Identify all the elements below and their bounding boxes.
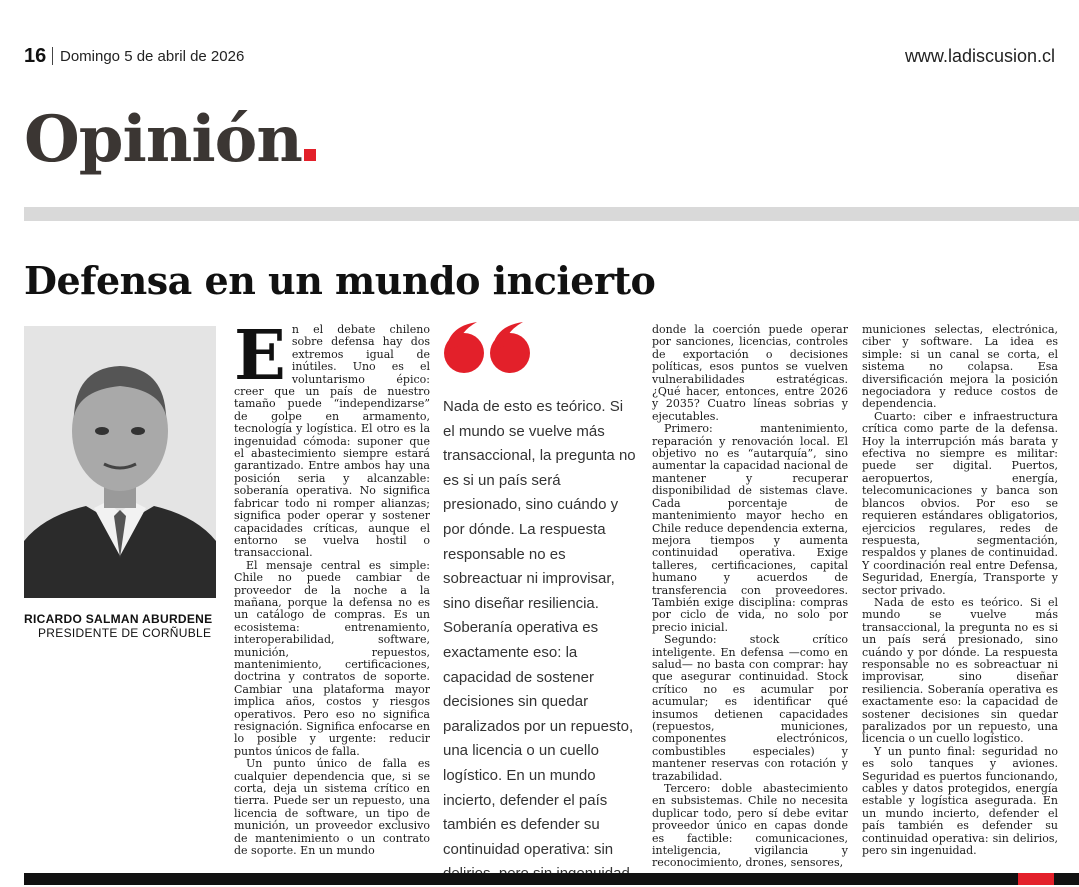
paragraph: Y un punto final: seguridad no es solo tanques y aviones. Seguridad es puertos funcionando, cables y datos protegidos, energía estable y logística asegurada. En un mundo incierto, defender el país también es defender su continuidad operativa: sin delirios, pero sin ingenuidad.: [862, 744, 1058, 858]
paragraph: municiones selectas, electrónica, ciber y software. La idea es simple: si un canal se corta, el sistema no colapsa. Esa diversificación mejora la posición negociadora y reduce costos de dependencia.: [862, 324, 1058, 411]
footer-accent: [1018, 873, 1054, 885]
red-dot-icon: [304, 149, 316, 161]
author-role: PRESIDENTE DE CORÑUBLE: [38, 626, 212, 640]
site-url: www.ladiscusion.cl: [904, 46, 1055, 66]
paragraph: Nada de esto es teórico. Si el mundo se vuelve más transaccional, la pregunta no es si un país será presionado, sino cuándo y por dónde. La respuesta responsable no es sobreactuar ni improvisar, sino diseñar resiliencia. Soberanía operativa es exactamente eso: la capacidad de sostener decisiones sin quedar paralizados por un repuesto, una licencia o un cuello logístico.: [862, 595, 1058, 746]
footer-bar: [24, 873, 1079, 885]
header-divider: [52, 47, 53, 65]
article-column-3: [652, 324, 848, 869]
section-title: [24, 102, 316, 177]
paragraph: El mensaje central es simple: Chile no puede cambiar de proveedor de la noche a la mañana, porque la defensa no es un catálogo de compras. Es un ecosistema: entrenamiento, interoperabilidad, software, munición, repuestos, mantenimiento, certificaciones, doctrina y contratos de soporte. Cambiar una plataforma mayor implica años, costos y riesgos operativos. Pero eso no significa resignación. Significa enfocarse en lo posible y urgente: reducir puntos únicos de falla.: [234, 558, 430, 758]
author-portrait-icon: [24, 326, 216, 598]
author-photo: [24, 326, 216, 598]
paragraph: Tercero: doble abastecimiento en subsistemas. Chile no necesita duplicar todo, pero sí debe evitar proveedor único en capas donde es factible: comunicaciones, inteligencia, vigilancia y reconocimiento, drones, sensores,: [652, 782, 848, 869]
article-column-4: [862, 324, 1058, 869]
pull-quote: Nada de esto es teórico. Si el mundo se vuelve más transaccional, la pregunta no es si un país será presionado, sino cuándo y por dónde. La respuesta responsable no es sobreactuar ni improvisar, sino diseñar resiliencia. Soberanía operativa es exactamente eso: la capacidad de sostener decisiones sin quedar paralizados por un repuesto, una licencia o un cuello logístico. En un mundo incierto, defender el país también es defender su continuidad operativa: sin: [443, 398, 636, 858]
author-name: RICARDO SALMAN ABURDENE: [24, 612, 213, 626]
publication-date: Domingo 5 de abril de 2026: [60, 48, 245, 65]
paragraph: Un punto único de falla es cualquier dependencia que, si se corta, deja un sistema crítico en tierra. Puede ser un repuesto, una licencia de software, un tipo de munición, un proveedor exclusivo de mantenimiento o un contrato de soporte. En un mundo: [234, 757, 430, 858]
paragraph: donde la coerción puede operar por sanciones, licencias, controles de exportación o decisiones políticas, esos puntos se vuelven vulnerabilidades estratégicas. ¿Qué hacer, entonces, entre 2026 y 2035? Cuatro líneas sobrias y ejecutables.: [652, 324, 848, 423]
paragraph: Primero: mantenimiento, reparación y renovación local. El objetivo no es “autarquía”, sino aumentar la capacidad nacional de mantener y recuperar disponibilidad de sistemas clave. Cada porcentaje de mantenimiento mayor hecho en Chile reduce dependencia externa, mejora tiempos y aumenta continuidad operativa. Exige talleres, certificaciones, capital humano y acuerdos de transferencia con proveedores. También exige disciplina: compras por ciclo de vida, no solo por precio inicial.: [652, 422, 848, 634]
article-column-1: [234, 324, 430, 869]
article-headline: Defensa en un mundo incierto: [24, 258, 656, 303]
paragraph: Cuarto: ciber e infraestructura crítica como parte de la defensa. Hoy la interrupción más barata y efectiva no siempre es militar: puede ser digital. Puertos, aeropuertos, energía, telecomunicaciones y banca son blancos obvios. Por eso se requieren estándares obligatorios, ejercicios regulares, redes de respuesta, segmentación, respaldos y planes de continuidad. Y coordinación real entre Defensa, Seguridad, Energía, Transporte y sector privado.: [862, 409, 1058, 597]
section-divider-bar: [24, 207, 1079, 221]
drop-cap: E: [234, 324, 286, 396]
paragraph: Segundo: stock crítico inteligente. En defensa —como en salud— no basta con comprar: hay que asegurar continuidad. Stock crítico no es acumular por acumular; es identificar qué insumos detienen capacidades (repuestos, municiones, componentes electrónicos, combustibles especiales) y mantener reservas con rotación y trazabilidad.: [652, 633, 848, 783]
paragraph: n el debate chileno sobre defensa hay dos extremos igual de inútiles. Uno es el voluntarismo épico: creer que un país de nuestro tamaño puede “independizarse” de golpe en armamento, tecnología y logística. El otro es la ingenuidad cómoda: suponer que el abastecimiento siempre estará garantizado. Entre ambos hay una posición seria y alcanzable: soberanía operativa. No significa fabricar todo ni romper alianzas; significa poder operar y sostener capacidades críticas, aunque el entorno se vuelva hostil o transaccional.: [234, 324, 430, 560]
quote-marks-icon: [443, 320, 535, 376]
page-number: 16: [24, 45, 47, 67]
section-title-text: Opinión: [24, 102, 302, 177]
